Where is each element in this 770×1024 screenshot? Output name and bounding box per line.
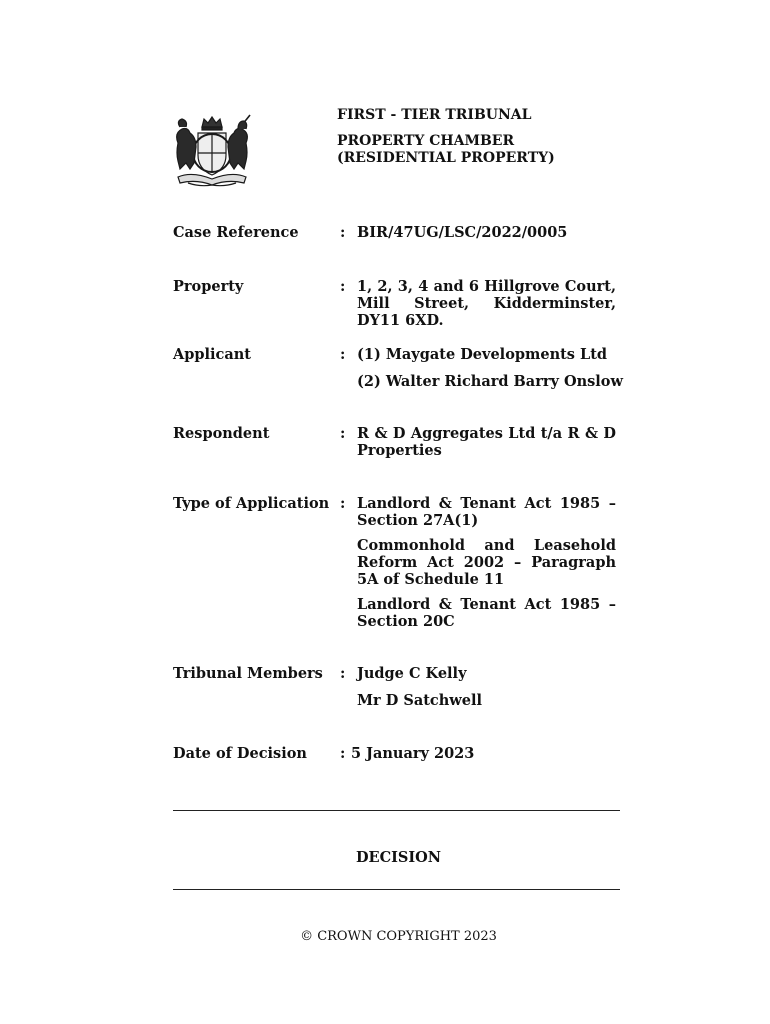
tribunal-member-1: Judge C Kelly [357,665,467,682]
case-reference-value: BIR/47UG/LSC/2022/0005 [357,224,568,241]
colon: : [340,665,346,682]
property-label: Property [173,278,244,295]
application-type-value-3: Landlord & Tenant Act 1985 – Section 20C [357,596,616,630]
colon: : [340,278,346,295]
tribunal-members-label: Tribunal Members [173,665,323,682]
chamber-title: PROPERTY CHAMBER [337,133,515,149]
type-of-application-label: Type of Application [173,495,330,512]
copyright-notice: © CROWN COPYRIGHT 2023 [300,929,497,944]
colon: : [340,224,346,241]
colon: : [340,745,346,762]
colon: : [340,425,346,442]
respondent-value: R & D Aggregates Ltd t/a R & D Properties [357,425,616,459]
divider-bottom [173,889,620,890]
tribunal-member-2: Mr D Satchwell [357,692,483,709]
colon: : [340,495,346,512]
applicant-value-1: (1) Maygate Developments Ltd [357,346,608,363]
colon: : [340,346,346,363]
chamber-subtitle: (RESIDENTIAL PROPERTY) [337,150,555,166]
application-type-value-1: Landlord & Tenant Act 1985 – Section 27A(1) [357,495,616,529]
applicant-label: Applicant [173,346,252,363]
date-of-decision-label: Date of Decision [173,745,307,762]
respondent-label: Respondent [173,425,270,442]
decision-heading: DECISION [355,849,442,866]
date-of-decision-value: 5 January 2023 [351,745,475,762]
divider-top [173,810,620,811]
royal-coat-of-arms-icon [168,113,256,189]
application-type-value-2: Commonhold and Leasehold Reform Act 2002 – Paragraph 5A of Schedule 11 [357,537,616,588]
property-value: 1, 2, 3, 4 and 6 Hillgrove Court, Mill Street, Kidderminster, DY11 6XD. [357,278,616,329]
tribunal-title: FIRST - TIER TRIBUNAL [337,107,532,123]
case-reference-label: Case Reference [173,224,299,241]
applicant-value-2: (2) Walter Richard Barry Onslow [357,373,623,390]
